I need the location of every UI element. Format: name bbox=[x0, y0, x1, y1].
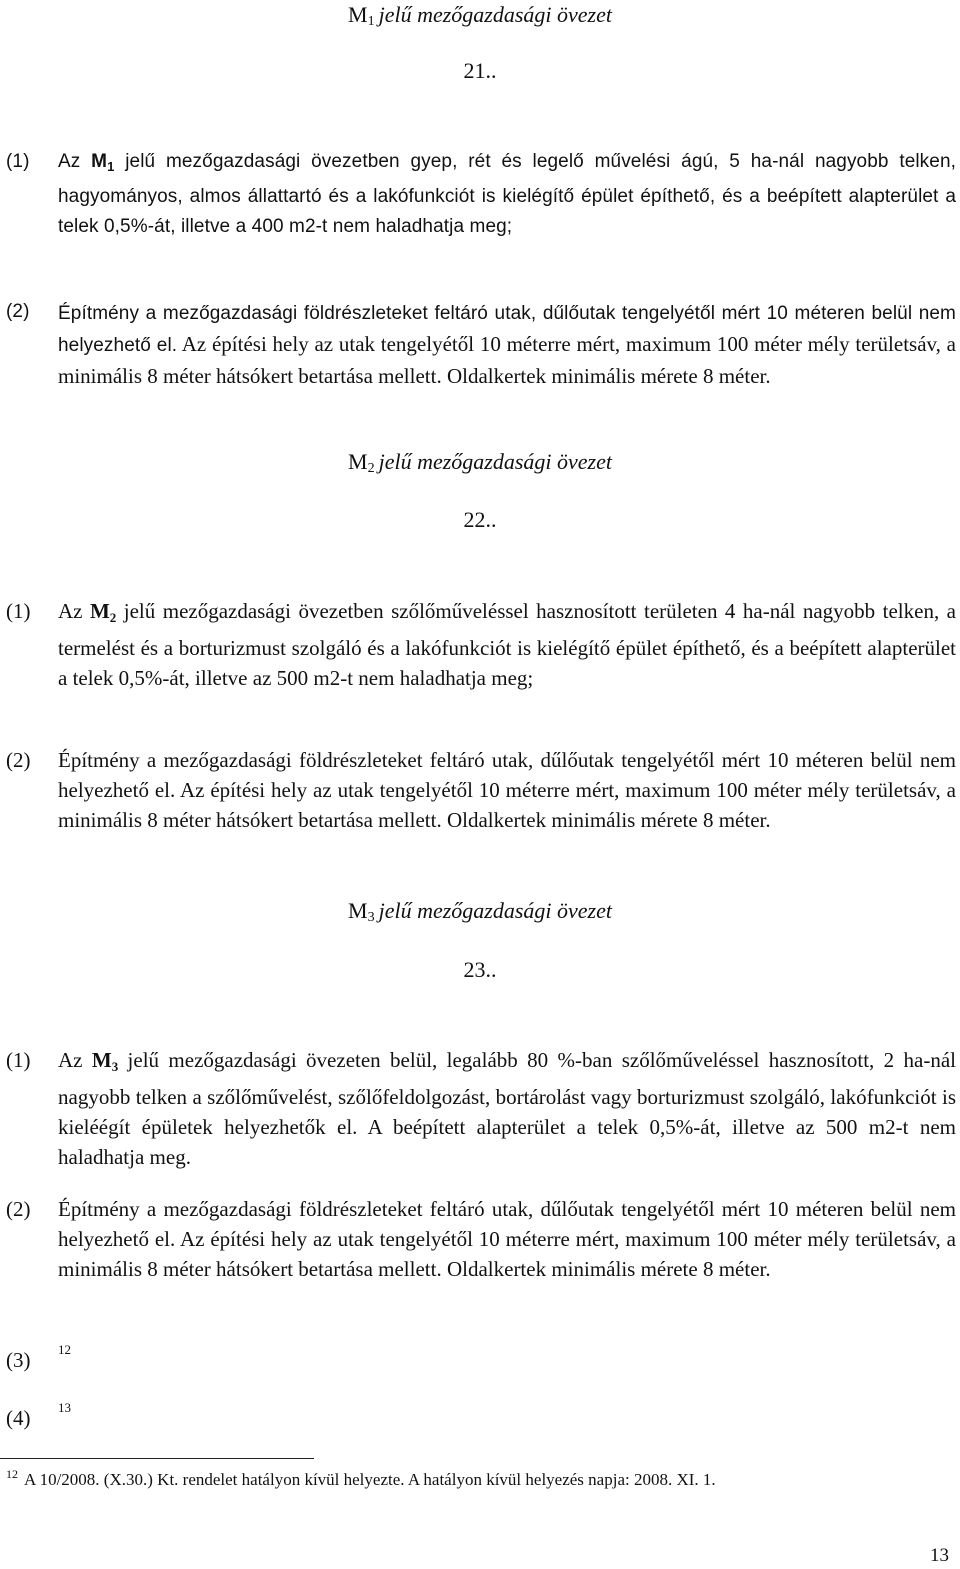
zone-code bbox=[91, 151, 114, 172]
paragraph-number: (2) bbox=[6, 748, 31, 772]
paragraph-number: (3) bbox=[6, 1348, 31, 1372]
paragraph-repealed bbox=[6, 1342, 956, 1375]
paragraph-number: (1) bbox=[6, 151, 30, 172]
paragraph-number: (1) bbox=[6, 599, 31, 623]
zone-heading-m2 bbox=[0, 447, 960, 481]
footnote-separator bbox=[0, 1458, 314, 1459]
zone-heading-subscript: 2 bbox=[367, 461, 375, 476]
section-number: 21.. bbox=[463, 58, 497, 83]
paragraph bbox=[6, 1045, 956, 1169]
footnote-text: A 10/2008. (X.30.) Kt. rendelet hatályon kívül helyezte. A hatályon kívül helyezés napja: 2008. XI. 1. bbox=[24, 1470, 716, 1489]
paragraph-number: (4) bbox=[6, 1406, 31, 1430]
paragraph-repealed bbox=[6, 1400, 956, 1433]
zone-heading-letter: M bbox=[348, 449, 368, 474]
section-number: 22.. bbox=[463, 507, 497, 532]
zone-heading-m3 bbox=[0, 896, 960, 930]
section-number: 23.. bbox=[463, 957, 497, 982]
zone-heading-text: jelű mezőgazdasági övezet bbox=[378, 898, 612, 923]
paragraph-text bbox=[58, 147, 956, 242]
zone-code-letter: M bbox=[89, 599, 110, 623]
paragraph-text bbox=[58, 1045, 956, 1172]
zone-heading-subscript: 1 bbox=[367, 14, 375, 29]
paragraph bbox=[6, 745, 956, 865]
footnote-reference[interactable]: 13 bbox=[58, 1400, 71, 1415]
zone-code-letter: M bbox=[91, 151, 108, 172]
paragraph bbox=[6, 1194, 956, 1314]
zone-heading-text: jelű mezőgazdasági övezet bbox=[378, 2, 612, 27]
zone-code-subscript: 2 bbox=[109, 610, 117, 625]
paragraph bbox=[6, 596, 956, 716]
zone-code-letter: M bbox=[91, 1048, 112, 1072]
zone-code-subscript: 3 bbox=[111, 1059, 119, 1074]
footnote-reference[interactable]: 12 bbox=[58, 1342, 71, 1357]
zone-heading-subscript: 3 bbox=[367, 910, 375, 925]
paragraph-text bbox=[58, 297, 956, 391]
paragraph-number: (1) bbox=[6, 1048, 31, 1072]
paragraph-text bbox=[58, 596, 956, 693]
footnote-mark: 12 bbox=[6, 1467, 18, 1481]
paragraph-text: Építmény a mezőgazdasági földrészleteket feltáró utak, dűlőutak tengelyétől mért 10 méteren belül nem helyezhető el. Az építési hely az utak tengelyétől 10 méterre mért, maximum 100 méter mély területsáv, a minimális 8 méter hátsókert betartása mellett. Oldalkertek minimális mérete 8 méter. bbox=[58, 1197, 956, 1281]
paragraph-text-lead: Az bbox=[58, 1048, 92, 1072]
zone-heading-text: jelű mezőgazdasági övezet bbox=[378, 449, 612, 474]
paragraph-text-lead: Az bbox=[58, 151, 92, 172]
paragraph-number: (2) bbox=[6, 301, 30, 322]
zone-heading-m1 bbox=[0, 0, 960, 34]
page-number: 13 bbox=[930, 1545, 949, 1566]
paragraph bbox=[6, 147, 956, 267]
paragraph-text-body: jelű mezőgazdasági övezetben szőlőműveléssel hasznosított területen 4 ha-nál nagyobb telken, a termelést és a borturizmust szolgáló és a lakófunkciót is kielégítő épület építhető, és a beépített alapterület a telek 0,5%-át, illetve az 500 m2-t nem haladhatja meg; bbox=[58, 599, 956, 690]
paragraph-text: Építmény a mezőgazdasági földrészleteket feltáró utak, dűlőutak tengelyétől mért 10 méteren belül nem helyezhető el. Az építési hely az utak tengelyétől 10 méterre mért, maximum 100 méter mély területsáv, a minimális 8 méter hátsókert betartása mellett. Oldalkertek minimális mérete 8 méter. bbox=[58, 748, 956, 832]
paragraph-text-body: jelű mezőgazdasági övezeten belül, legalább 80 %-ban szőlőműveléssel hasznosított, 2 ha-nál nagyobb telken a szőlőművelést, szőlőfeldolgozást, bortárolást vagy borturizmust szolgáló, lakófunkciót is kieléégít épületek helyezhetők el. A beépített alapterület a telek 0,5%-át, illetve az 500 m2-t nem haladhatja meg. bbox=[58, 1048, 956, 1169]
footnote bbox=[6, 1469, 946, 1492]
paragraph-number: (2) bbox=[6, 1197, 31, 1221]
paragraph-text-body: jelű mezőgazdasági övezetben gyep, rét és legelő művelési ágú, 5 ha-nál nagyobb telken, hagyományos, almos állattartó és a lakófunkciót is kielégítő épület építhető, és a beépített alapterület a telek 0,5%-át, illetve a 400 m2-t nem haladhatja meg; bbox=[58, 151, 956, 237]
zone-code-subscript: 1 bbox=[107, 159, 115, 174]
paragraph-text-lead: Az bbox=[58, 599, 90, 623]
zone-heading-letter: M bbox=[348, 2, 368, 27]
paragraph-text-sans: Építmény a mezőgazdasági földrészleteket feltáró utak, dűlőutak tengelyétől mért 10 méteren belül nem helyezhető el. bbox=[58, 303, 956, 356]
paragraph bbox=[6, 297, 956, 417]
zone-code bbox=[92, 1048, 118, 1072]
zone-code bbox=[90, 599, 116, 623]
paragraph-text-serif: Az építési hely az utak tengelyétől 10 méterre mért, maximum 100 méter mély területsáv, a minimális 8 méter hátsókert betartása mellett. Oldalkertek minimális mérete 8 méter. bbox=[58, 332, 956, 388]
zone-heading-letter: M bbox=[348, 898, 368, 923]
